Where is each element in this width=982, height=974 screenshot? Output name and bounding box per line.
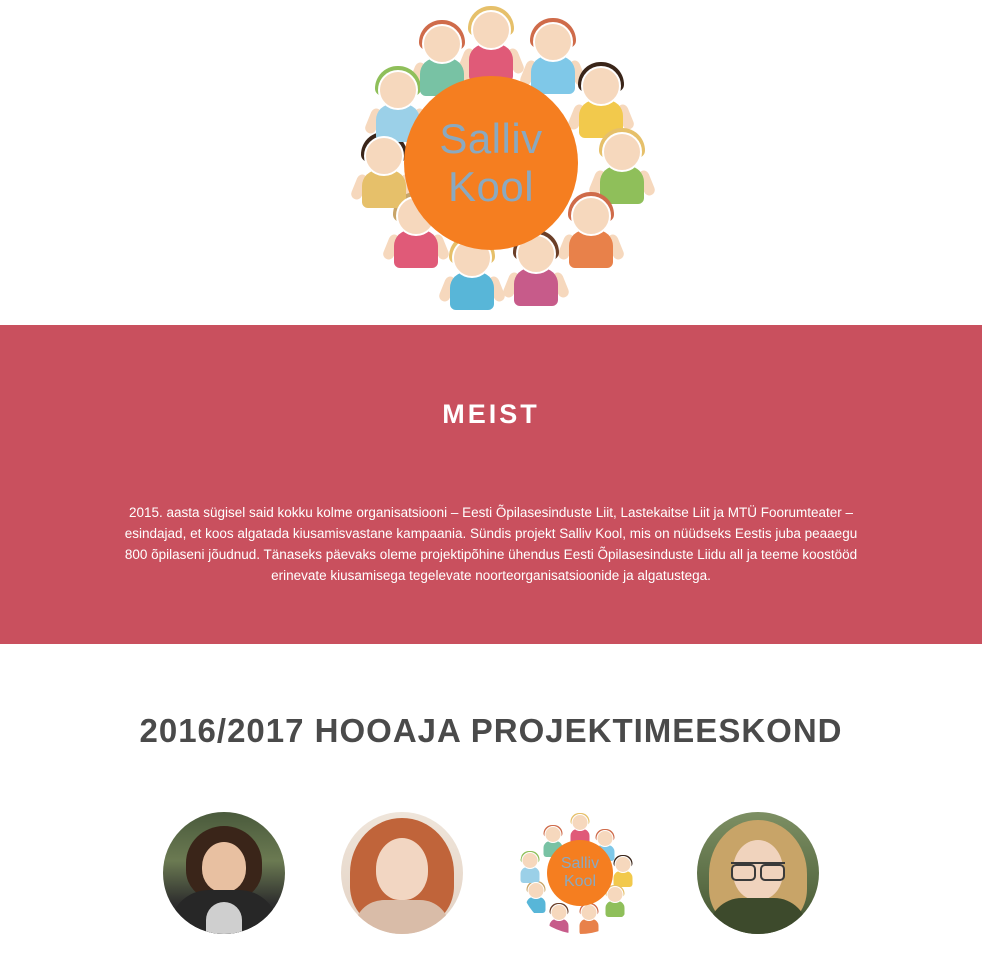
team-avatar-list: [0, 812, 982, 934]
child-figure: [593, 130, 651, 202]
team-section: [0, 644, 982, 974]
avatar[interactable]: [697, 812, 819, 934]
logo-text-line2: Kool: [563, 873, 597, 890]
about-heading: MEIST: [442, 399, 540, 429]
child-figure: [562, 194, 620, 266]
hero-section: [0, 0, 982, 325]
logo-text-line1: Salliv: [439, 114, 543, 162]
team-heading: 2016/2017 HOOAJA PROJEKTIMEESKOND: [139, 712, 843, 749]
about-section: [0, 325, 982, 644]
about-body-text: 2015. aasta sügisel said kokku kolme organisatsiooni – Eesti Õpilasesinduste Liit, Lastekaitse Liit ja MTÜ Foorumteater – esindajad, et koos algatada kiusamisvastane kampaania. Sündis projekt Salliv Kool, mis on nüüdseks Eestis juba peaaegu 800 õpilaseni jõudnud. Tänaseks päevaks oleme projektipõhine ühendus Eesti Õpilasesinduste Liidu all ja teeme koostööd erinevate kiusamisega tegelevate noorteorganisatsioonide ja algatustega.: [124, 505, 858, 583]
avatar[interactable]: [163, 812, 285, 934]
logo-circle: [404, 76, 578, 250]
avatar[interactable]: [519, 812, 641, 934]
avatar[interactable]: [341, 812, 463, 934]
child-figure: [572, 64, 630, 136]
child-figure: [524, 20, 582, 92]
glasses-icon: [731, 862, 785, 876]
logo-text-line1: Salliv: [560, 855, 600, 872]
logo-text-line2: Kool: [447, 162, 535, 210]
site-logo: [331, 8, 651, 318]
logo-circle: [547, 840, 613, 906]
